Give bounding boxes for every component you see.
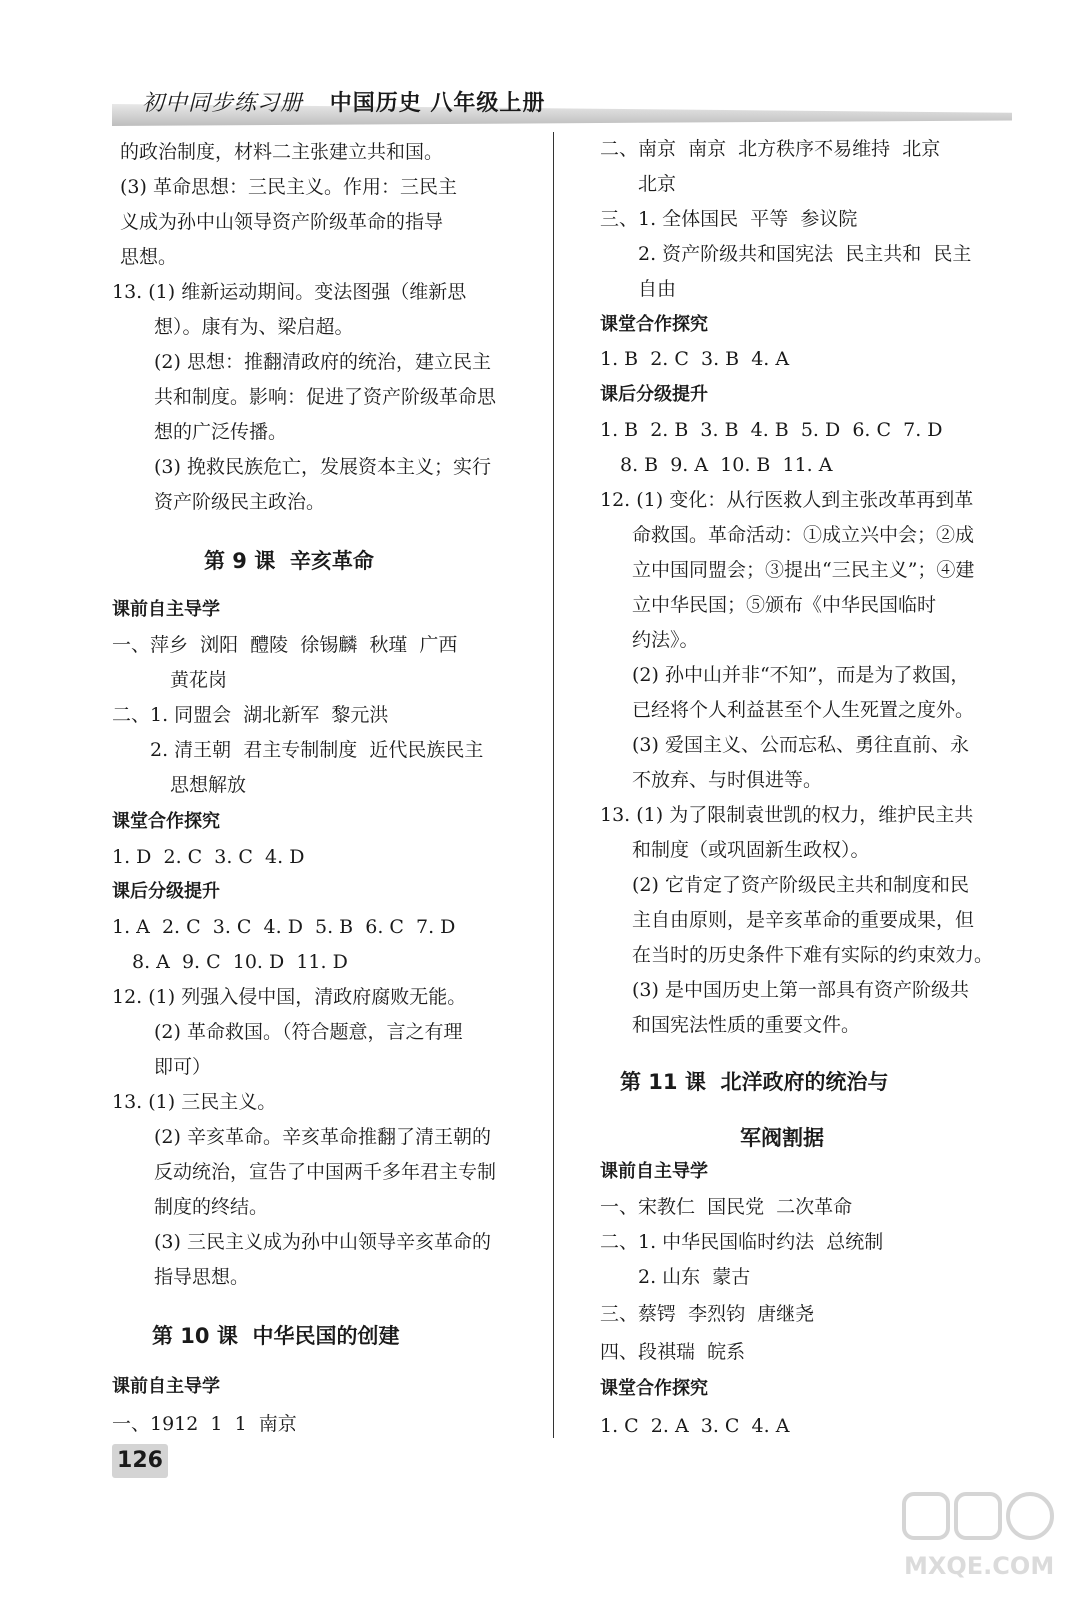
watermark-logo	[898, 1488, 1068, 1588]
answer-line: 北京	[638, 173, 677, 195]
answer-line: (2) 革命救国。（符合题意，言之有理	[154, 1021, 463, 1043]
answer-line: 1. B 2. C 3. B 4. A	[600, 348, 790, 370]
subject-title: 中国历史 八年级上册	[329, 91, 546, 116]
answer-line: 三、蔡锷 李烈钧 唐继尧	[600, 1303, 815, 1325]
answer-line: 不放弃、与时俱进等。	[632, 769, 823, 791]
lesson-heading-cont: 军阀割据	[740, 1126, 824, 1150]
answer-line: 一、宋教仁 国民党 二次革命	[600, 1196, 853, 1218]
answer-line: 主自由原则，是辛亥革命的重要成果，但	[632, 909, 975, 931]
section-heading: 课堂合作探究	[600, 1378, 708, 1399]
answer-line: (3) 爱国主义、公而忘私、勇往直前、永	[632, 734, 969, 756]
answer-line: (2) 它肯定了资产阶级民主共和制度和民	[632, 874, 969, 896]
lesson-heading: 第 9 课 辛亥革命	[204, 549, 374, 573]
header-title	[142, 86, 545, 117]
answer-line: 义成为孙中山领导资产阶级革命的指导	[120, 211, 444, 233]
answer-line: 二、1. 中华民国临时约法 总统制	[600, 1231, 884, 1253]
answer-line: 1. C 2. A 3. C 4. A	[600, 1415, 790, 1437]
answer-line: 指导思想。	[154, 1266, 250, 1288]
answer-line: 黄花岗	[170, 669, 228, 691]
section-heading: 课前自主导学	[112, 1376, 220, 1397]
answer-line: (3) 是中国历史上第一部具有资产阶级共	[632, 979, 969, 1001]
answer-line: 立中国同盟会；③提出“三民主义”；④建	[632, 559, 975, 581]
section-heading: 课前自主导学	[600, 1161, 708, 1182]
answer-line: 1. B 2. B 3. B 4. B 5. D 6. C 7. D	[600, 419, 943, 441]
answer-line: 即可）	[154, 1056, 212, 1078]
answer-line: 一、1912 1 1 南京	[112, 1413, 297, 1435]
section-heading: 课堂合作探究	[112, 811, 220, 832]
lesson-heading: 第 11 课 北洋政府的统治与	[620, 1070, 889, 1094]
answer-line: 立中华民国；⑤颁布《中华民国临时	[632, 594, 937, 616]
answer-line: 一、萍乡 浏阳 醴陵 徐锡麟 秋瑾 广西	[112, 634, 458, 656]
answer-line: 13. (1) 维新运动期间。变法图强（维新思	[112, 281, 467, 303]
series-title: 初中同步练习册	[142, 91, 304, 116]
answer-line: 想）。康有为、梁启超。	[154, 316, 354, 338]
watermark-text: MXQE.COM	[904, 1552, 1055, 1580]
answer-line: 三、1. 全体国民 平等 参议院	[600, 208, 858, 230]
answer-line: 2. 资产阶级共和国宪法 民主共和 民主	[638, 243, 972, 265]
section-heading: 课前自主导学	[112, 599, 220, 620]
answer-line: 反动统治，宣告了中国两千多年君主专制	[154, 1161, 497, 1183]
answer-line: 13. (1) 为了限制袁世凯的权力，维护民主共	[600, 804, 974, 826]
answer-line: (2) 思想：推翻清政府的统治，建立民主	[154, 351, 491, 373]
lesson-heading: 第 10 课 中华民国的创建	[152, 1324, 400, 1348]
answer-line: 思想。	[120, 246, 178, 268]
answer-line: 在当时的历史条件下难有实际的约束效力。	[632, 944, 994, 966]
answer-line: 命救国。革命活动：①成立兴中会；②成	[632, 524, 975, 546]
running-header	[112, 84, 1012, 130]
answer-line: 已经将个人利益甚至个人生死置之度外。	[632, 699, 975, 721]
answer-line: 和国宪法性质的重要文件。	[632, 1014, 861, 1036]
answer-line: 自由	[638, 278, 677, 300]
answer-line: 想的广泛传播。	[154, 421, 288, 443]
answer-line: (2) 辛亥革命。辛亥革命推翻了清王朝的	[154, 1126, 491, 1148]
answer-line: 共和制度。影响：促进了资产阶级革命思	[154, 386, 497, 408]
answer-line: 2. 山东 蒙古	[638, 1266, 751, 1288]
answer-line: (3) 三民主义成为孙中山领导辛亥革命的	[154, 1231, 491, 1253]
section-heading: 课后分级提升	[600, 384, 708, 405]
answer-line: 12. (1) 变化：从行医救人到主张改革再到革	[600, 489, 974, 511]
column-divider	[553, 132, 554, 1438]
answer-line: 二、1. 同盟会 湖北新军 黎元洪	[112, 704, 389, 726]
answer-line: 制度的终结。	[154, 1196, 269, 1218]
answer-line: 13. (1) 三民主义。	[112, 1091, 277, 1113]
answer-line: 1. D 2. C 3. C 4. D	[112, 846, 305, 868]
answer-line: 12. (1) 列强入侵中国，清政府腐败无能。	[112, 986, 467, 1008]
answer-line: 约法》。	[632, 629, 699, 651]
answer-line: (2) 孙中山并非“不知”，而是为了救国，	[632, 664, 970, 686]
answer-line: (3) 挽救民族危亡，发展资本主义；实行	[154, 456, 491, 478]
answer-line: 资产阶级民主政治。	[154, 491, 326, 513]
section-heading: 课堂合作探究	[600, 314, 708, 335]
answer-line: 8. A 9. C 10. D 11. D	[132, 951, 348, 973]
answer-line: 2. 清王朝 君主专制制度 近代民族民主	[150, 739, 484, 761]
answer-line: 和制度（或巩固新生政权）。	[632, 839, 870, 861]
page-number: 126	[112, 1444, 168, 1478]
answer-line: 四、段祺瑞 皖系	[600, 1341, 746, 1363]
answer-line: (3) 革命思想：三民主义。作用：三民主	[120, 176, 457, 198]
answer-line: 二、南京 南京 北方秩序不易维持 北京	[600, 138, 941, 160]
answer-line: 1. A 2. C 3. C 4. D 5. B 6. C 7. D	[112, 916, 456, 938]
answer-line: 8. B 9. A 10. B 11. A	[620, 454, 833, 476]
section-heading: 课后分级提升	[112, 881, 220, 902]
answer-line: 思想解放	[170, 774, 247, 796]
answer-line: 的政治制度，材料二主张建立共和国。	[120, 141, 444, 163]
